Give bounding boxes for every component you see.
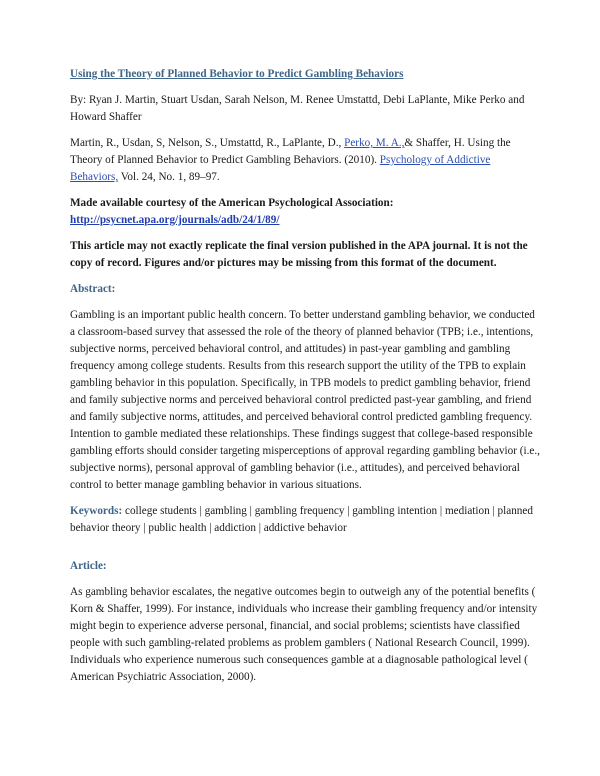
- abstract-body: Gambling is an important public health concern. To better understand gambling behavior, we conducted a classroom-based survey that assessed the role of the theory of planned behavior (TPB; i.e., intentions, subjective norms, perceived behavioral control, and attitudes) in past-year gambling and gambling frequency among college students. Results from this research support the utility of the TPB to explain gambling behavior in this population. Specifically, in TPB models to predict gambling behavior, friend and family subjective norms and perceived behavioral control predicted past-year gambling, and friend and family subjective norms, attitudes, and perceived behavioral control predicted gambling frequency. Intention to gamble mediated these relationships. These findings suggest that college-based responsible gambling efforts should consider targeting misperceptions of approval regarding gambling behavior (i.e., subjective norms), personal approval of gambling behavior (i.e., attitudes), and perceived behavioral control to better manage gambling behavior in various situations.: [70, 309, 540, 491]
- availability-note: [70, 195, 540, 229]
- abstract-heading: Abstract:: [70, 283, 116, 295]
- article-title[interactable]: Using the Theory of Planned Behavior to Predict Gambling Behaviors: [70, 68, 404, 80]
- author-byline: By: Ryan J. Martin, Stuart Usdan, Sarah Nelson, M. Renee Umstattd, Debi LaPlante, Mike Perko and Howard Shaffer: [70, 94, 525, 123]
- citation-prefix: Martin, R., Usdan, S, Nelson, S., Umstattd, R., LaPlante, D.,: [70, 137, 345, 149]
- citation-journal-link[interactable]: Psychology of Addictive Behaviors,: [70, 154, 491, 183]
- availability-url-link[interactable]: http://psycnet.apa.org/journals/adb/24/1/89/: [70, 214, 280, 226]
- article-body: As gambling behavior escalates, the negative outcomes begin to outweigh any of the potential benefits ( Korn & Shaffer, 1999). For instance, individuals who increase their gambling frequency and/or intensity might begin to experience adverse personal, financial, and social problems; scientists have classified people with such gambling-related problems as problem gamblers ( National Research Council, 1999). Individuals who experience numerous such consequences gamble at a diagnosable pathological level ( American Psychiatric Association, 2000).: [70, 586, 538, 683]
- citation-middle: & Shaffer, H. Using the Theory of Planned Behavior to Predict Gambling Behaviors. (2010).: [70, 137, 511, 166]
- citation-suffix: Vol. 24, No. 1, 89–97.: [118, 171, 220, 183]
- section-spacer: [70, 546, 540, 558]
- keywords-text: college students | gambling | gambling frequency | gambling intention | mediation | planned behavior theory | public health | addiction | addictive behavior: [70, 505, 533, 534]
- citation-author-link[interactable]: Perko, M. A.,: [344, 137, 405, 149]
- keywords-label: Keywords:: [70, 505, 123, 517]
- disclaimer: This article may not exactly replicate the final version published in the APA journal. It is not the copy of record. Figures and/or pictures may be missing from this format of the document.: [70, 240, 528, 269]
- keywords: [70, 503, 540, 537]
- citation: [70, 135, 540, 186]
- article-heading: Article:: [70, 560, 107, 572]
- availability-text: Made available courtesy of the American Psychological Association:: [70, 197, 394, 209]
